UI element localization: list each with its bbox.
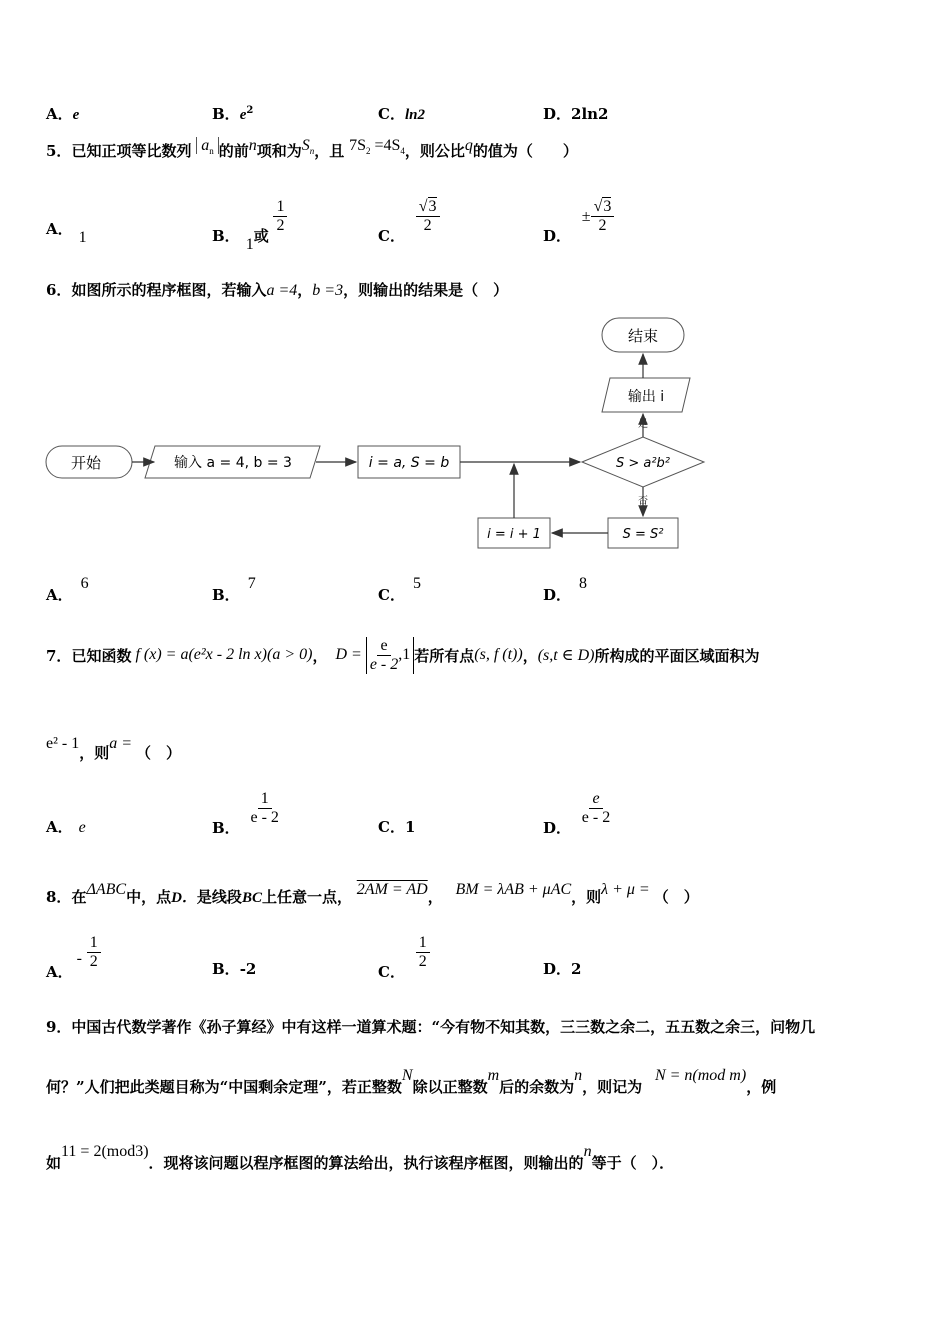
- fraction: $\frac{1}{2}$: [273, 198, 287, 235]
- option-label: B．: [212, 818, 240, 837]
- input-a: a =4: [266, 282, 298, 299]
- decision-label: S > a²b²: [615, 456, 671, 471]
- stem-text: （ ）: [653, 888, 699, 906]
- function-def: f (x) = a(e²x - 2 ln x)(a > 0): [135, 646, 313, 663]
- increment-label: i = i + 1: [487, 527, 541, 542]
- stem-text: ，则输出的结果是（ ）: [343, 281, 509, 299]
- q6-option-b[interactable]: [212, 572, 256, 604]
- option-value: -2: [239, 960, 257, 978]
- q8-option-a[interactable]: [46, 934, 101, 981]
- q7-option-a[interactable]: [46, 816, 86, 837]
- q6-option-d[interactable]: [543, 572, 588, 604]
- domain-label: D =: [335, 646, 362, 663]
- no-label: 否: [638, 496, 648, 507]
- q7-option-c[interactable]: [378, 816, 415, 837]
- option-label: C．: [378, 226, 405, 245]
- q8-option-d[interactable]: [543, 958, 581, 979]
- congruence-notation: N = n(mod m): [654, 1067, 747, 1084]
- q5-stem: [46, 137, 578, 162]
- option-label: D．: [543, 818, 572, 837]
- question-number: 7．: [46, 646, 72, 665]
- stem-text: 所构成的平面区域面积为: [594, 646, 760, 665]
- variable-a: a =: [109, 735, 133, 752]
- negative-sign: -: [76, 949, 82, 967]
- square-label: S = S²: [622, 527, 664, 542]
- fraction: $\frac{√3}{2}$: [416, 198, 440, 235]
- fraction: $\frac{1}{2}$: [416, 934, 430, 971]
- option-label: D．: [543, 586, 572, 604]
- stem-text: ，则: [571, 888, 602, 906]
- condition: (s,t ∈ D): [537, 647, 595, 664]
- sequence-symbol: $a_n$: [196, 137, 219, 154]
- fraction: $\frac{√3}{2}$: [591, 198, 615, 235]
- q4-option-b[interactable]: [212, 103, 253, 124]
- option-label: D．: [543, 226, 572, 245]
- stem-text: 如: [46, 1154, 62, 1172]
- equation: $7S_2 =4S_4$: [349, 137, 405, 157]
- variable-q: q: [464, 137, 473, 154]
- q9-stem-line2: [46, 1064, 906, 1096]
- stem-text: 是线段: [196, 888, 242, 906]
- option-label: A．: [46, 220, 73, 238]
- variable-n: n: [583, 1143, 592, 1160]
- q4-option-a[interactable]: [46, 103, 79, 124]
- stem-text: 中，点: [126, 888, 172, 906]
- output-label: 输出 i: [627, 389, 665, 405]
- option-label: C．: [378, 105, 405, 123]
- start-label: 开始: [70, 454, 102, 472]
- option-label: A．: [46, 586, 73, 604]
- option-value: ln2: [404, 107, 425, 123]
- stem-text: 已知函数: [71, 646, 132, 665]
- stem-text: 已知正项等比数列: [71, 142, 192, 160]
- fraction: $\frac{1}{2}$: [87, 934, 101, 971]
- q6-option-a[interactable]: [46, 572, 89, 604]
- option-value: 1: [245, 235, 254, 253]
- q5-option-a[interactable]: [46, 218, 87, 246]
- option-label: A．: [46, 818, 73, 836]
- q6-option-c[interactable]: [378, 572, 421, 604]
- q8-option-b[interactable]: [212, 958, 256, 979]
- fraction: $\frac{e}{e - 2}$: [369, 636, 399, 673]
- q7-stem-line2: [46, 732, 182, 762]
- flowchart: [40, 310, 720, 560]
- input-label: 输入 a = 4, b = 3: [174, 455, 292, 471]
- stem-text: （ ）: [136, 744, 182, 762]
- area-value: e² - 1: [46, 735, 80, 752]
- q5-option-b[interactable]: [212, 198, 287, 253]
- stem-text: ，例: [746, 1078, 777, 1096]
- yes-label: 是: [638, 419, 648, 430]
- option-value: 2ln2: [571, 105, 609, 123]
- variable-m: m: [487, 1067, 500, 1084]
- option-label: B．: [212, 586, 240, 604]
- fraction: $\frac{1}{e - 2}$: [250, 790, 279, 826]
- option-label: A．: [46, 962, 73, 981]
- q5-option-c[interactable]: [378, 198, 440, 245]
- option-label: A．: [46, 105, 73, 123]
- q8-stem: [46, 878, 699, 906]
- q4-option-c[interactable]: [378, 103, 425, 124]
- point-d: D．: [171, 890, 197, 906]
- q5-option-d[interactable]: [543, 198, 614, 245]
- option-label: B．: [212, 105, 240, 123]
- q7-stem: [46, 632, 759, 678]
- flow-arrows: [132, 354, 643, 533]
- separator: ，: [312, 646, 328, 665]
- stem-text: 后的余数为: [499, 1078, 575, 1096]
- option-value: 8: [579, 575, 588, 592]
- variable-n: n: [574, 1067, 583, 1084]
- option-value: e: [78, 819, 86, 836]
- init-label: i = a, S = b: [368, 455, 450, 471]
- stem-text: 项和为: [256, 142, 302, 160]
- option-label: D．: [543, 960, 572, 978]
- option-or: 或: [253, 226, 269, 245]
- fraction: $\frac{e}{e - 2}$: [581, 790, 611, 826]
- stem-text: ．现将该问题以程序框图的算法给出，执行该程序框图，则输出的: [148, 1154, 584, 1172]
- option-value: 7: [247, 575, 256, 592]
- q6-stem: [46, 279, 508, 300]
- q7-option-d[interactable]: [543, 790, 611, 837]
- congruence-example: 11 = 2(mod3): [61, 1143, 149, 1160]
- input-b: b =3: [312, 282, 344, 299]
- stem-text: 在: [71, 888, 87, 906]
- stem-text: ，则公比: [404, 142, 465, 160]
- question-number: 8．: [46, 888, 72, 906]
- option-label: D．: [543, 105, 572, 123]
- vector-equation: 2AM = AD: [356, 881, 428, 898]
- q8-option-c[interactable]: [378, 934, 430, 981]
- option-exponent: 2: [246, 105, 254, 116]
- domain-interval: $\frac{e}{e - 2}$ ,1: [366, 637, 414, 674]
- stem-text: 何？”人们把此类题目称为“中国剩余定理”，若正整数: [46, 1078, 402, 1096]
- option-label: C．: [378, 818, 405, 836]
- option-value: e: [72, 107, 80, 123]
- vector-decomposition: BM = λAB + μAC: [455, 881, 572, 898]
- plus-minus: ±: [581, 207, 591, 225]
- question-number: 6．: [46, 281, 72, 299]
- stem-text: ，则: [79, 744, 110, 762]
- option-value: 2: [571, 960, 582, 978]
- end-label: 结束: [627, 327, 659, 345]
- q9-stem-line3: [46, 1140, 675, 1172]
- option-value: 5: [412, 575, 421, 592]
- option-value: 1: [404, 818, 416, 836]
- stem-text: 上任意一点，: [261, 888, 352, 906]
- option-label: B．: [212, 226, 240, 245]
- q7-option-b[interactable]: [212, 790, 279, 837]
- stem-text: ，则记为: [582, 1078, 643, 1096]
- option-label: C．: [378, 962, 405, 981]
- option-label: B．: [212, 960, 240, 978]
- stem-text: 如图所示的程序框图，若输入: [71, 281, 267, 299]
- q9-stem-line1: 9．中国古代数学著作《孙子算经》中有这样一道算术题：“今有物不知其数，三三数之余二，五五数之余三，问物几: [46, 1018, 816, 1036]
- stem-text: 若所有点: [414, 646, 475, 665]
- option-label: C．: [378, 586, 405, 604]
- option-value: 1: [78, 229, 87, 246]
- q4-option-d[interactable]: [543, 103, 609, 124]
- stem-text: 除以正整数: [412, 1078, 488, 1096]
- segment-bc: BC: [241, 890, 262, 906]
- variable-n-upper: N: [401, 1067, 413, 1084]
- separator: ，: [297, 281, 313, 299]
- lambda-mu-sum: λ + μ =: [601, 881, 650, 898]
- stem-text: 等于（ ）．: [591, 1154, 675, 1172]
- point: (s, f (t)): [474, 646, 523, 663]
- separator: ，: [522, 646, 538, 665]
- option-value: 6: [80, 575, 89, 592]
- stem-text: 的值为（ ）: [472, 142, 578, 160]
- separator: ，: [427, 888, 443, 906]
- stem-text: ，且: [314, 142, 345, 160]
- stem-text: 的前: [218, 142, 249, 160]
- question-number: 5．: [46, 142, 72, 160]
- variable-n: n: [248, 137, 257, 154]
- option-value: e: [239, 107, 247, 123]
- sum-symbol: $S_n$: [301, 137, 315, 157]
- triangle: ΔABC: [86, 881, 127, 898]
